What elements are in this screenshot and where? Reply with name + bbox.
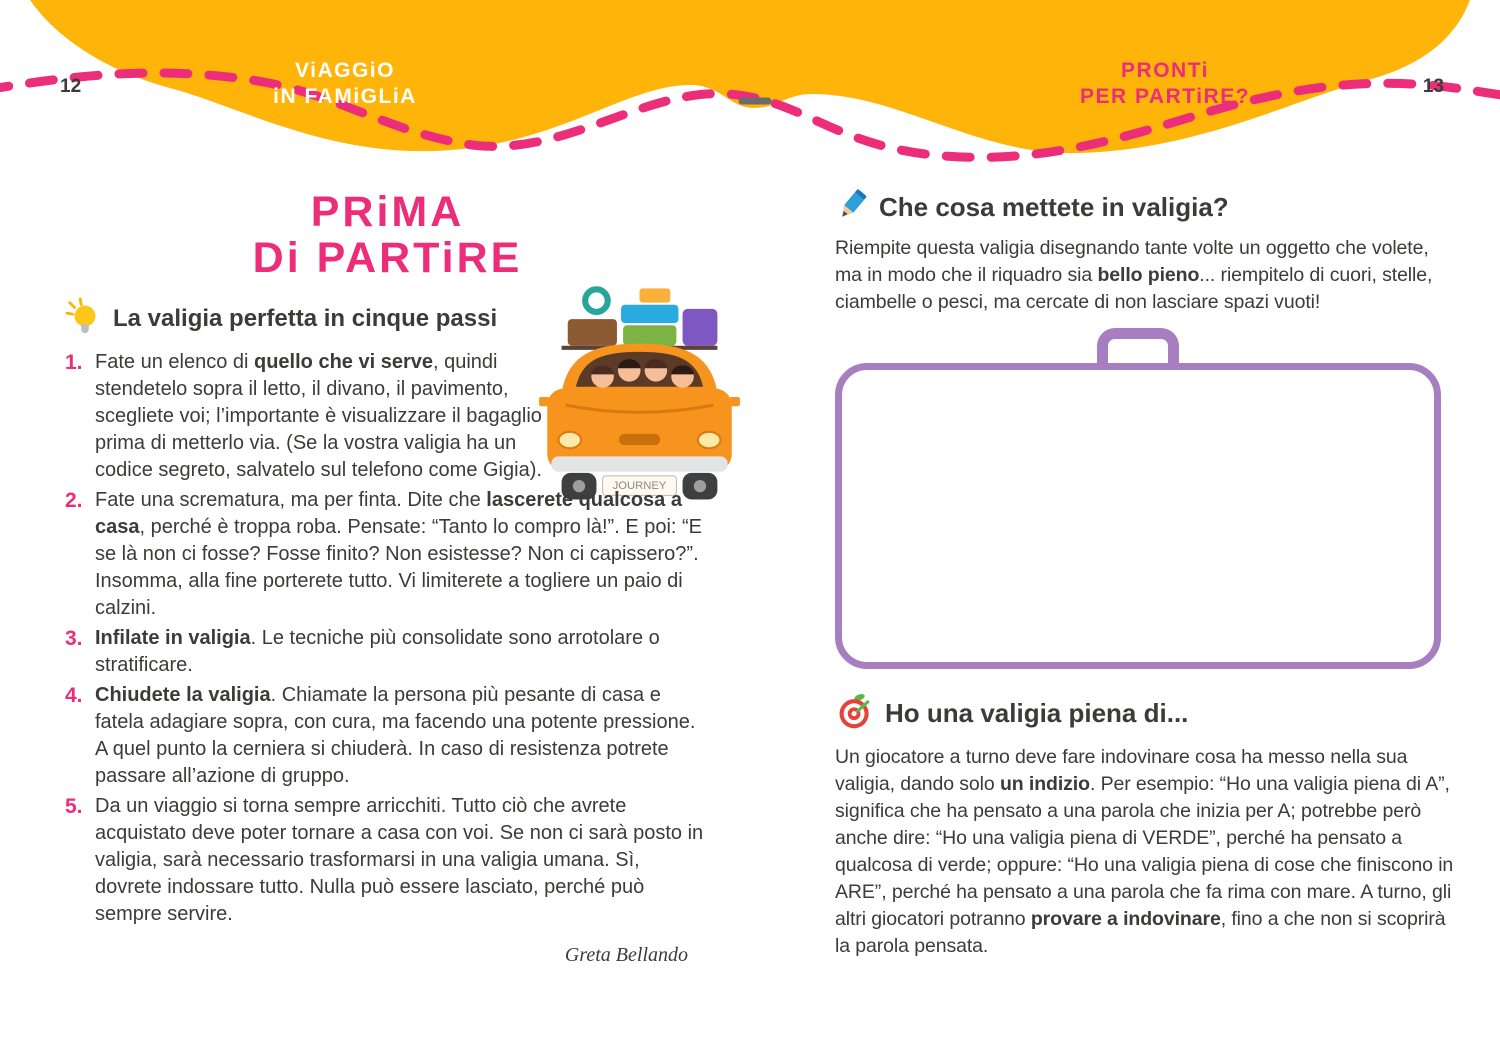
game-activity-header <box>835 691 1455 736</box>
right-page <box>835 188 1455 960</box>
license-plate-text: JOURNEY <box>612 480 667 493</box>
step-text: Infilate in valigia. Le tecniche più consolidate sono arrotolare o stratificare. <box>95 627 660 677</box>
step-number: 3. <box>65 627 83 651</box>
section-label-left-line2: iN FAMiGLiA <box>273 84 417 108</box>
page-title-line1: PRiMA <box>310 188 465 236</box>
suitcase-draw-area <box>835 328 1441 669</box>
step-item-1 <box>65 349 545 484</box>
step-text: Fate una scrematura, ma per finta. Dite che lascerete qualcosa a casa, perché è troppa roba. Pensate: “Tanto lo compro là!”. E poi: “E se là non ci fosse? Fosse finito? Non esistesse? Non ci capissero?”. Insomma, alla fine porterete tutto. Vi limiterete a togliere un paio di calzini. <box>95 489 703 620</box>
section-label-left-line1: ViAGGiO <box>295 59 395 82</box>
attribution-author: Greta Bellando <box>564 944 688 967</box>
left-page <box>65 190 710 967</box>
section-label-right-line1: PRONTi <box>1121 59 1209 82</box>
draw-activity-header <box>835 188 1455 227</box>
step-text: Chiudete la valigia. Chiamate la persona più pesante di casa e fatela adagiare sopra, con cura, ma facendo una potente pressione. A quel punto la cerniera si chiuderà. In caso di resistenza potrete passare all’azione di gruppo. <box>95 684 696 788</box>
target-icon <box>835 691 875 736</box>
page-title-line2: Di PARTiRE <box>252 233 523 282</box>
pencil-icon <box>835 188 869 227</box>
step-number: 1. <box>65 351 83 375</box>
draw-activity-heading: Che cosa mettete in valigia? <box>879 192 1229 222</box>
suitcase-drawing-box <box>835 363 1441 669</box>
step-text: Da un viaggio si torna sempre arricchiti. Tutto ciò che avrete acquistato deve poter tornare a casa con voi. Se non ci sarà posto in valigia, sarà necessario trasformarsi in una valigia umana. Sì, dovrete indossare tutto. Nulla può essere lasciato, perché può sempre servire. <box>95 795 704 926</box>
lightbulb-icon <box>65 297 103 340</box>
page-number-left: 12 <box>60 76 82 97</box>
step-item-2 <box>65 487 710 622</box>
game-activity-heading: Ho una valigia piena di... <box>885 698 1189 728</box>
game-activity-body: Un giocatore a turno deve fare indovinare cosa ha messo nella sua valigia, dando solo un indizio. Per esempio: “Ho una valigia piena di A”, significa che ha pensato a una parola che inizia per A; potrebbe però anche dire: “Ho una valigia piena di VERDE”, perché ha pensato a qualcosa di verde; oppure: “Ho una valigia piena di cose che finiscono in ARE”, perché ha pensato a una parola che fa rima con mare. A turno, gli altri giocatori potranno provare a indovinare, fino a che non si scoprirà la parola pensata. <box>835 746 1454 957</box>
section-heading: La valigia perfetta in cinque passi <box>113 304 498 332</box>
draw-activity-body: Riempite questa valigia disegnando tante volte un oggetto che volete, ma in modo che il riquadro sia bello pieno... riempitelo di cuori, stelle, ciambelle o pesci, ma cercate di non lasciare spazi vuoti! <box>835 237 1433 313</box>
step-item-5 <box>65 793 710 928</box>
step-number: 5. <box>65 795 83 819</box>
step-item-4 <box>65 682 710 790</box>
step-number: 4. <box>65 684 83 708</box>
page-title <box>65 190 710 281</box>
section-label-right <box>1048 58 1282 109</box>
luggage-ring <box>585 289 608 312</box>
step-number: 2. <box>65 489 83 513</box>
step-text: Fate un elenco di quello che vi serve, quindi stendetelo sopra il letto, il divano, il pavimento, scegliete voi; l’importante è visualizzare il bagaglio prima di metterlo via. (Se la vostra valigia ha un codice segreto, salvatelo sul telefono come Gigia). <box>95 351 542 482</box>
section-label-right-line2: PER PARTiRE? <box>1079 84 1251 108</box>
step-item-3 <box>65 625 710 679</box>
section-label-left <box>228 58 462 109</box>
page-number-right: 13 <box>1422 76 1444 97</box>
